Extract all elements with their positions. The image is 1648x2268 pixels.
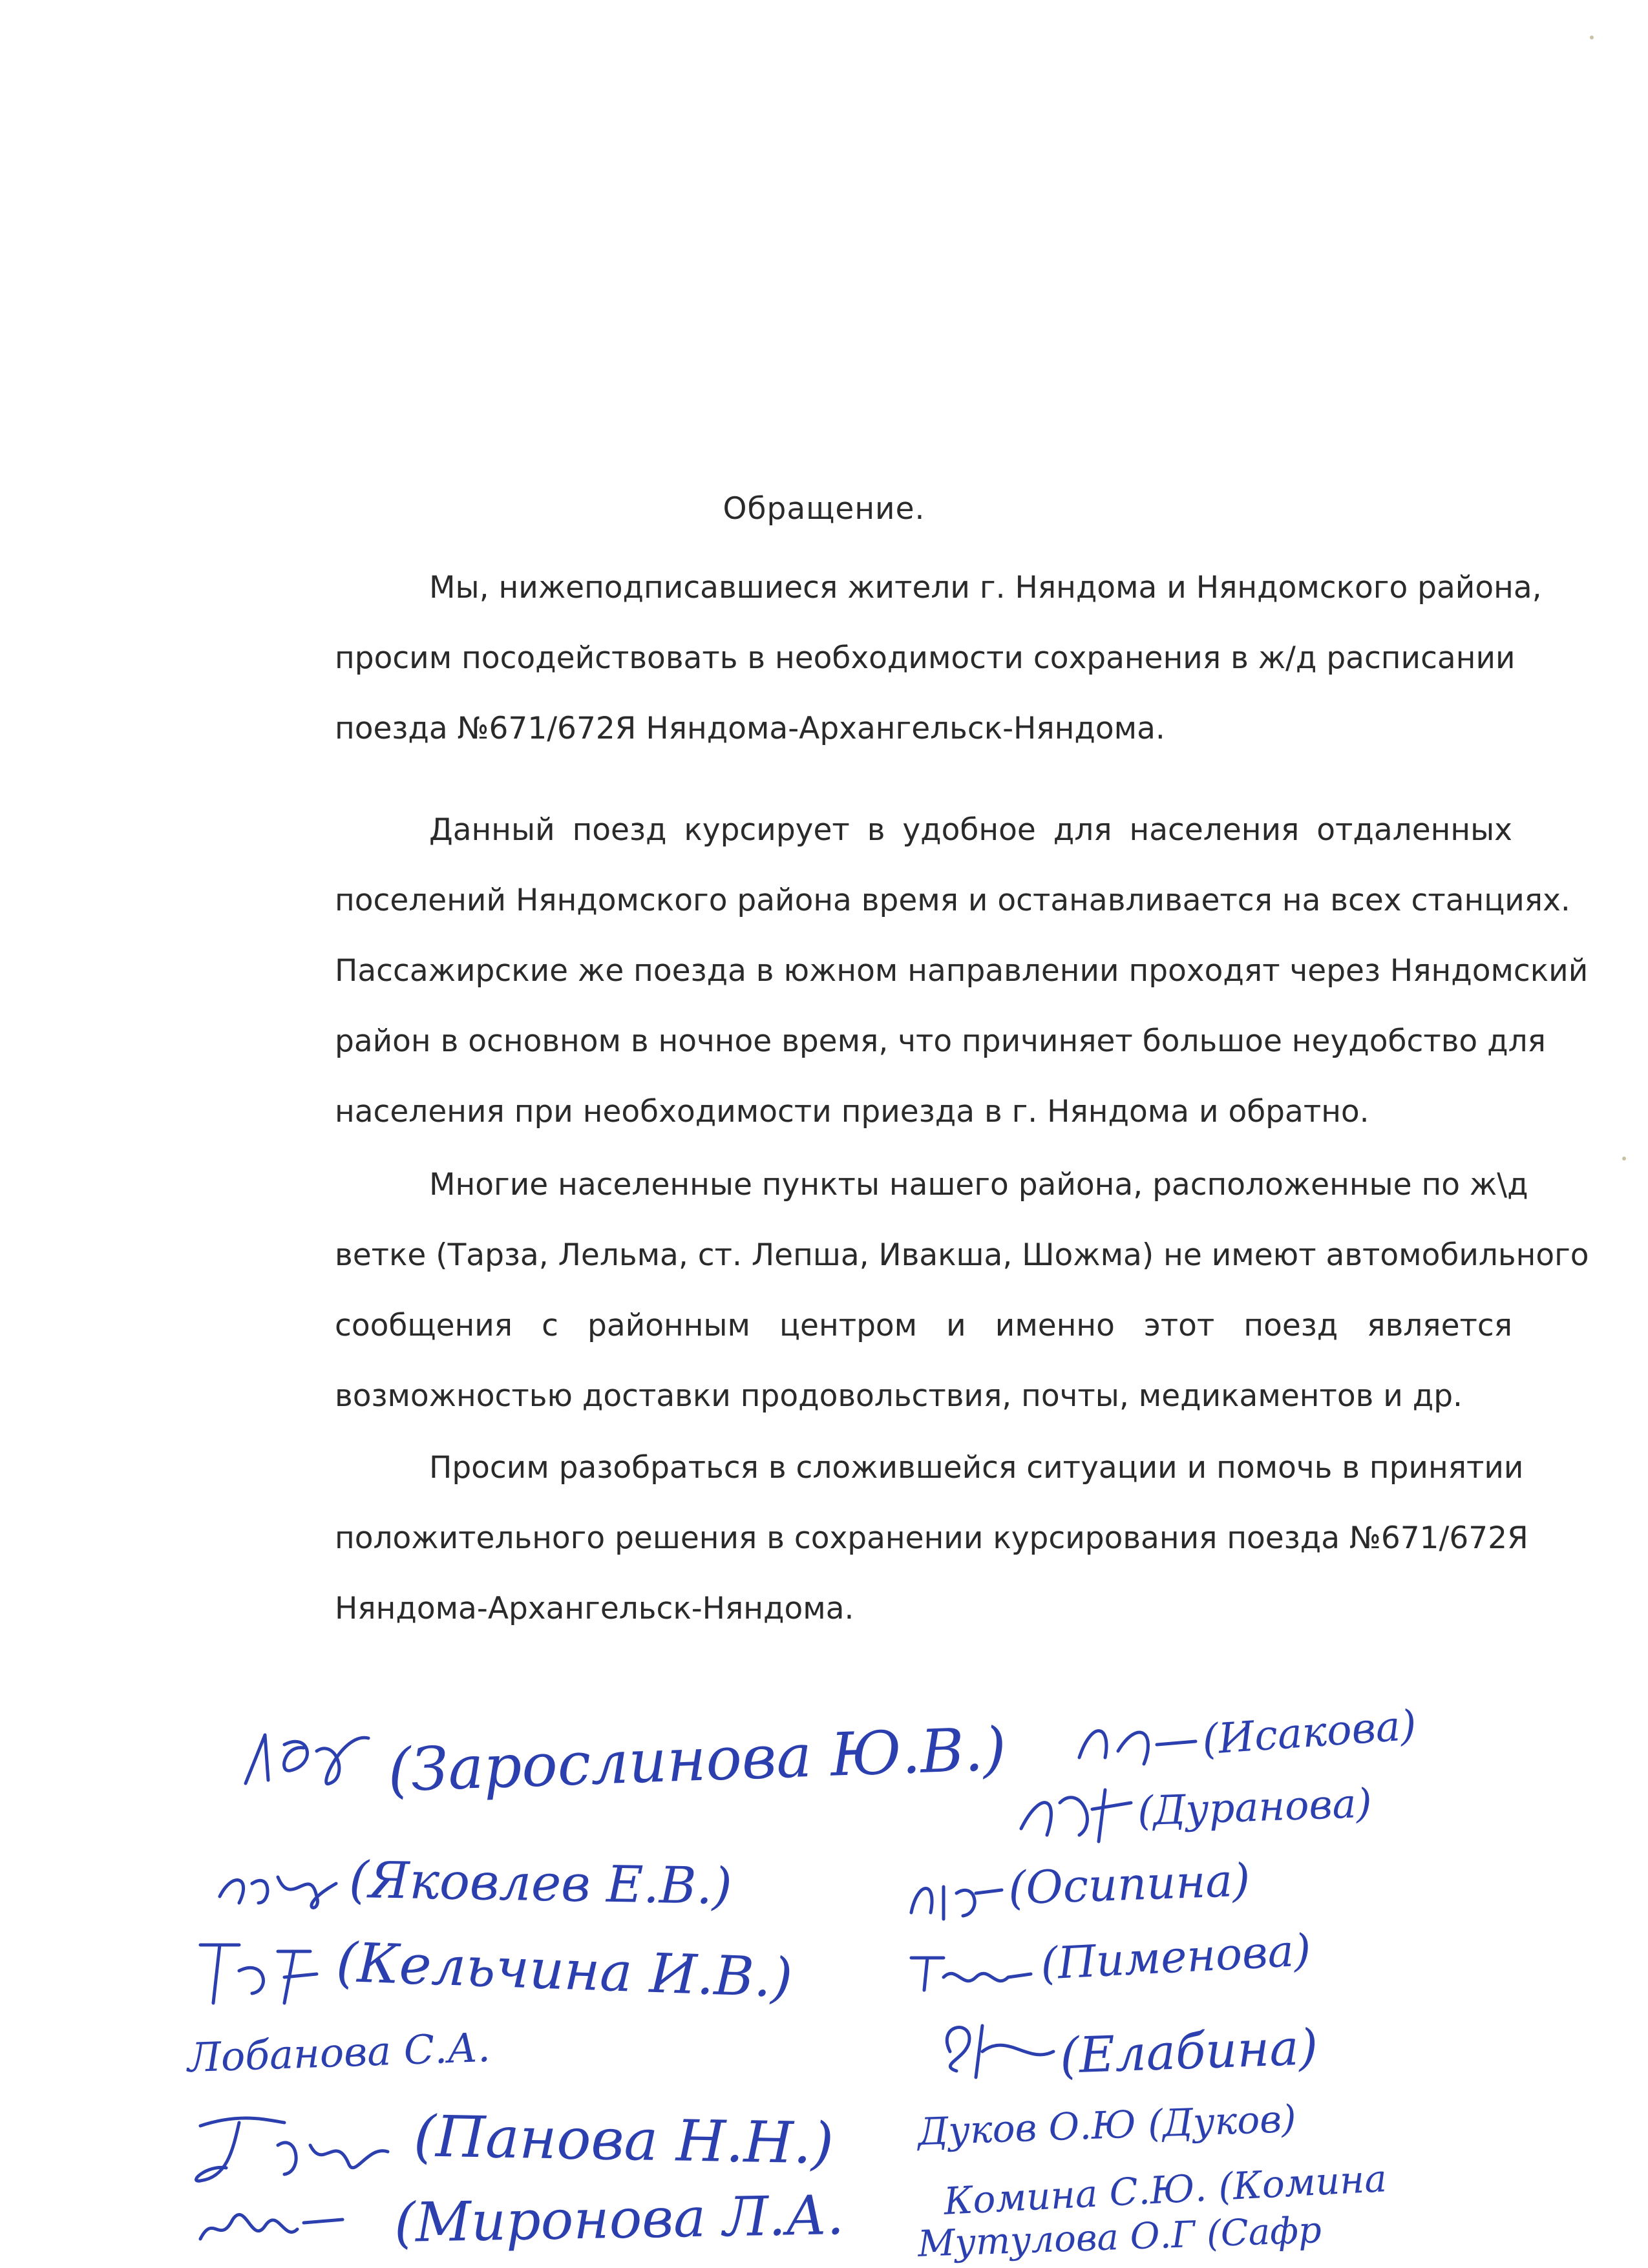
paragraph-line: Пассажирские же поезда в южном направлении проходят через Няндомский [335,953,1589,989]
signature-name: (Исакова) [1200,1701,1419,1765]
document-title: Обращение. [723,491,925,527]
paragraph-line: Просим разобраться в сложившейся ситуации и помочь в принятии [429,1450,1524,1486]
signature-scribble [194,2194,362,2252]
paragraph-line: просим посодействовать в необходимости сохранения в ж/д расписании [335,640,1516,676]
paragraph-3 [240,1150,1589,1431]
signature-name: (Яковлев Е.В.) [348,1851,733,1916]
paragraph-line: район в основном в ночное время, что причиняет большое неудобство для [335,1024,1546,1059]
signature-scribble [1073,1712,1202,1770]
signature-name: (Панова Н.Н.) [413,2103,834,2177]
signature-name: (Елабина) [1059,2018,1319,2084]
signature-scribble [905,1867,1008,1926]
signature-name: (Пименова) [1039,1925,1313,1990]
paragraph-line: положительного решения в сохранении курсирования поезда №671/672Я [335,1520,1528,1556]
signature-name: (Дуранова) [1136,1779,1373,1835]
paragraph-1 [240,552,1542,764]
signature-name: Комина С.Ю. (Комина [942,2156,1388,2223]
paragraph-line: сообщения с районным центром и именно этот поезд является [335,1308,1512,1343]
signature-name: (Кельчина И.В.) [335,1930,794,2010]
paragraph-line: Мы, нижеподписавшиеся жители г. Няндома и Няндомского района, [429,570,1542,605]
signature-name: (Миронова Л.А. [394,2183,845,2255]
paragraph-line: возможностью доставки продовольствия, почты, медикаментов и др. [335,1378,1463,1414]
paragraph-2 [240,795,1589,1147]
signature-scribble [187,1932,336,2010]
signature-name: Дуков О.Ю (Дуков) [916,2096,1297,2154]
signature-scribble [239,1719,388,1796]
signature-scribble [931,2013,1060,2084]
paragraph-line: ветке (Тарза, Лельма, ст. Лепша, Ивакша, Шожма) не имеют автомобильного [335,1237,1589,1273]
paragraph-line: Данный поезд курсирует в удобное для населения отдаленных [429,812,1512,848]
paragraph-line: Многие населенные пункты нашего района, расположенные по ж\д [429,1167,1528,1202]
paragraph-line: поезда №671/672Я Няндома-Архангельск-Няндома. [335,711,1165,746]
paragraph-4 [240,1433,1528,1644]
signature-scribble [213,1858,343,1916]
signature-name: Лобанова С.А. [186,2023,491,2082]
signature-scribble [905,1945,1034,1997]
signature-name: (Осипина) [1007,1853,1251,1915]
signature-name: (Зарослинова Ю.В.) [386,1714,1008,1805]
paragraph-line: Няндома-Архангельск-Няндома. [335,1591,854,1626]
signature-scribble [1008,1777,1137,1848]
paragraph-line: поселений Няндомского района время и останавливается на всех станциях. [335,883,1570,918]
signature-scribble [187,2106,394,2190]
signature-name: Мутулова О.Г (Сафр [917,2209,1322,2265]
paragraph-line: населения при необходимости приезда в г. Няндома и обратно. [335,1094,1369,1129]
scan-speck [1622,1157,1626,1160]
scan-speck [1590,36,1594,39]
